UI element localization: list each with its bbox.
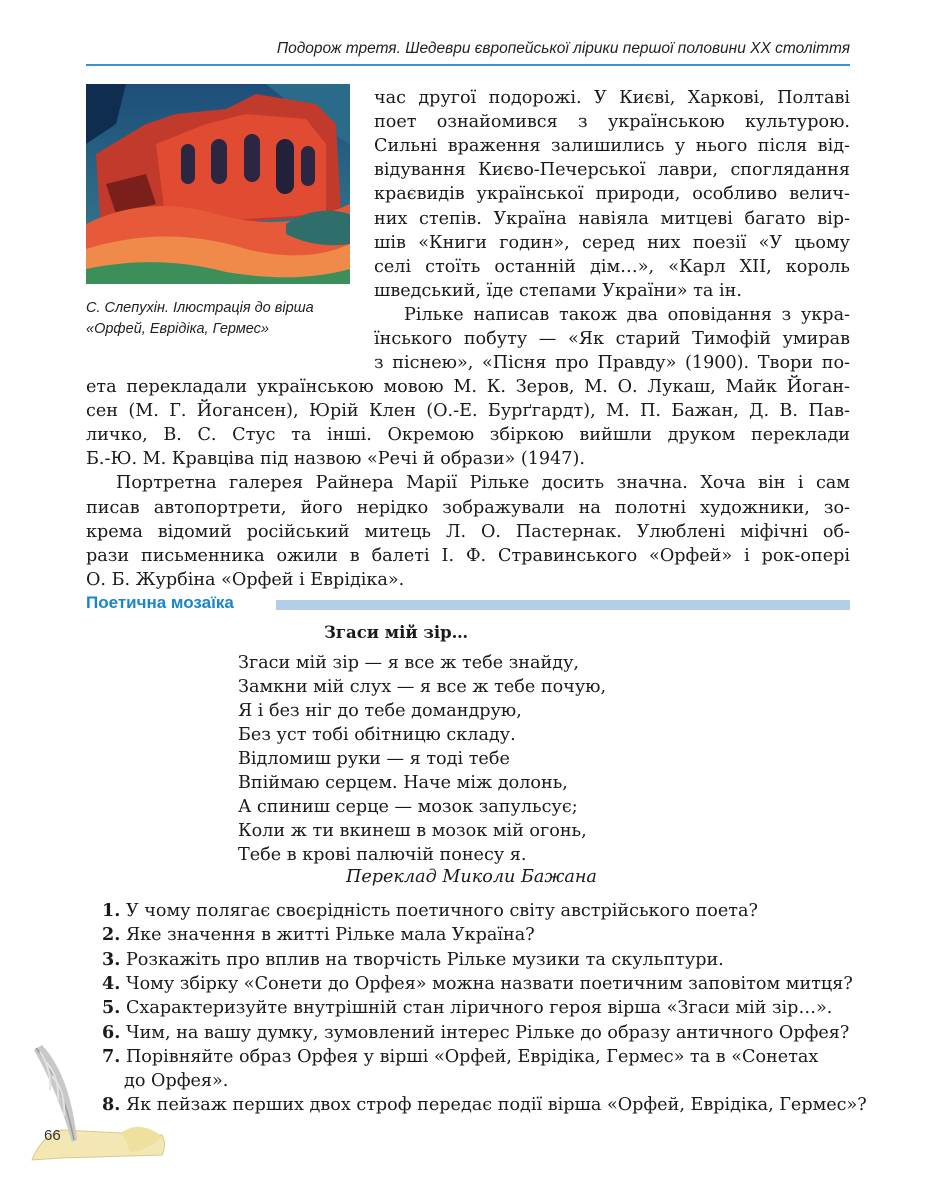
question-text-continuation: до Орфея». <box>124 1071 229 1092</box>
poem-line: Я і без ніг до тебе домандрую, <box>238 701 522 721</box>
section-title-bar <box>276 600 850 610</box>
body-text-line: ета перекладали українською мовою М. К. Зеров, М. О. Лукаш, Майк Йоган- <box>86 377 850 397</box>
caption-line: С. Слепухін. Ілюстрація до вірша <box>86 300 314 316</box>
illustration-painting <box>86 84 350 284</box>
question-item <box>102 899 758 923</box>
poem-line: Згаси мій зір — я все ж тебе знайду, <box>238 653 580 673</box>
body-text-line: шів «Книги годин», серед них поезії «У цьому <box>374 232 850 253</box>
quill-decoration-icon <box>22 1040 167 1165</box>
question-item <box>102 1093 867 1117</box>
question-text: Чому збірку «Сонети до Орфея» можна назвати поетичним заповітом митця? <box>125 973 853 994</box>
body-text-line: поет ознайомився з українською культурою. <box>374 112 850 133</box>
poem-translator-credit: Переклад Миколи Бажана <box>346 867 597 887</box>
question-number: 1. <box>102 900 121 921</box>
poem-line: Без уст тобі обітницю складу. <box>238 725 516 745</box>
body-text-line: Портретна галерея Райнера Марії Рільке досить значна. Хоча він і сам <box>116 473 850 494</box>
body-text-line: з піснею», «Пісня про Правду» (1900). Твори по- <box>374 353 850 374</box>
body-text-line: шведський, їде степами України» та ін. <box>374 280 742 301</box>
question-item <box>102 948 724 972</box>
question-text: Як пейзаж перших двох строф передає події вірша «Орфей, Еврідіка, Гермес»? <box>125 1095 867 1116</box>
page-number: 66 <box>44 1127 61 1144</box>
body-text-line: краєвидів української природи, особливо велич- <box>374 184 850 205</box>
poem-line: Відломиш руки — я тоді тебе <box>238 749 510 769</box>
question-number: 8. <box>102 1094 121 1116</box>
question-text: У чому полягає своєрідність поетичного світу австрійського поета? <box>125 901 758 921</box>
body-text-line: час другої подорожі. У Києві, Харкові, Полтаві <box>374 88 850 108</box>
body-text-line: їнського побуту — «Як старий Тимофій умирав <box>374 329 850 349</box>
question-text: Розкажіть про вплив на творчість Рільке музики та скульптури. <box>125 949 724 970</box>
question-number: 2. <box>102 924 121 946</box>
poem-line: Замкни мій слух — я все ж тебе почую, <box>238 677 607 697</box>
body-text-line: личко, В. С. Стус та інші. Окремою збіркою вийшли друком переклади <box>86 425 850 446</box>
body-text-line: Сильні враження залишились у нього після від- <box>374 136 850 157</box>
question-number: 7. <box>102 1045 121 1067</box>
poem-title: Згаси мій зір… <box>324 623 469 642</box>
body-text-line: сен (М. Г. Йогансен), Юрій Клен (О.-Е. Бурґгардт), М. П. Бажан, Д. В. Пав- <box>86 401 850 422</box>
poem-line: Тебе в крові палючій понесу я. <box>238 845 527 865</box>
running-header: Подорож третя. Шедеври європейської лірики першої половини ХХ століття <box>276 40 850 57</box>
question-number: 4. <box>102 972 121 994</box>
question-number: 3. <box>102 948 121 970</box>
question-text: Яке значення в житті Рільке мала Україна? <box>125 925 535 946</box>
body-text-line: О. Б. Журбіна «Орфей і Еврідіка». <box>86 569 405 590</box>
header-divider <box>86 64 850 66</box>
question-number: 6. <box>102 1021 121 1043</box>
question-text: Схарактеризуйте внутрішній стан ліричного героя вірша «Згаси мій зір…». <box>125 998 833 1019</box>
body-text-line: них степів. Україна навіяла митцеві багато вір- <box>374 208 850 229</box>
question-text: Чим, на вашу думку, зумовлений інтерес Рільке до образу античного Орфея? <box>125 1022 850 1043</box>
body-text-line: писав автопортрети, його нерідко зображували на полотні художники, зо- <box>86 497 850 518</box>
poem-line: Впіймаю серцем. Наче між долонь, <box>238 773 568 793</box>
body-text-line: селі стоїть останній дім…», «Карл XII, король <box>374 256 850 277</box>
question-item <box>102 1021 849 1045</box>
question-item <box>102 972 853 996</box>
poem-line: Коли ж ти вкинеш в мозок мій огонь, <box>238 821 587 841</box>
question-number: 5. <box>102 997 121 1019</box>
body-text-line: Рільке написав також два оповідання з укра- <box>404 304 850 325</box>
question-item <box>102 996 832 1020</box>
question-item <box>102 923 535 947</box>
body-text-line: Б.-Ю. М. Кравціва під назвою «Речі й образи» (1947). <box>86 449 585 470</box>
poem-line: А спиниш серце — мозок запульсує; <box>238 797 578 817</box>
section-title: Поетична мозаїка <box>86 593 234 612</box>
body-text-line: крема відомий російський митець Л. О. Пастернак. Улюблені міфічні об- <box>86 521 850 542</box>
question-text: Порівняйте образ Орфея у вірші «Орфей, Еврідіка, Гермес» та в «Сонетах <box>125 1046 819 1067</box>
caption-line: «Орфей, Еврідіка, Гермес» <box>86 321 269 337</box>
body-text-line: рази письменника ожили в балеті І. Ф. Стравинського «Орфей» і рок-опері <box>86 545 850 566</box>
body-text-line: відування Києво-Печерської лаври, споглядання <box>374 160 850 181</box>
question-item <box>102 1045 818 1069</box>
illustration-caption <box>86 298 356 340</box>
